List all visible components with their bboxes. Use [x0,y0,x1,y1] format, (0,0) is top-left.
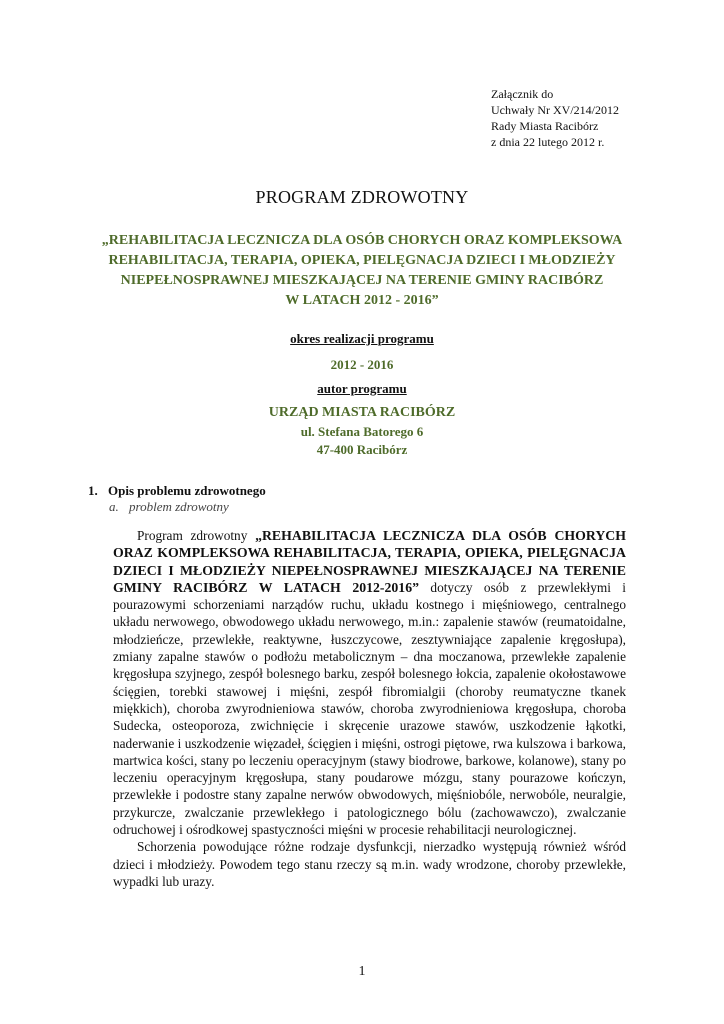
program-title-line-1: „REHABILITACJA LECZNICZA DLA OSÓB CHORYCH ORAZ KOMPLEKSOWA [101,233,623,248]
body-text [113,527,626,890]
paragraph-1 [113,527,626,838]
author-label: autor programu [317,381,407,396]
period-label: okres realizacji programu [290,331,434,346]
period-label-row [0,331,724,347]
program-title [60,231,664,311]
subsection-letter: a. [109,499,119,514]
section-number: 1. [88,483,98,498]
program-title-line-4: W LATACH 2012 - 2016” [285,293,439,308]
document-title: PROGRAM ZDROWOTNY [255,187,469,207]
author-name: URZĄD MIASTA RACIBÓRZ [268,405,456,420]
author-city: 47-400 Racibórz [316,442,408,457]
annex-line-3: Rady Miasta Racibórz [491,119,599,133]
annex-note [491,86,619,150]
page-number: 1 [358,964,366,979]
subsection-title: problem zdrowotny [129,499,229,514]
annex-line-1: Załącznik do [491,87,554,101]
paragraph-1-rest: dotyczy osób z przewlekłymi i pourazowymi schorzeniami narządów ruchu, układu kostnego i mięśniowego, centralnego układu nerwowego, obwodowego układu nerwowego, m.in.: zapalenie stawów (reumatoidalne, młodzieńcze, przewlekłe, reaktywne, łuszczycowe, zesztywniające zapalenie kręgosłupa), zmiany zapalne stawów o podłożu metabolicznym – dna moczanowa, przewlekłe zapalenie kręgosłupa szyjnego, zespół bolesnego barku, zespół bolesnego łokcia, zapalenie okołostawowe ścięgien, torebki stawowej i mięśni, zespół fibromialgii (choroby reumatyczne tkanek miękkich), choroba zwyrodnieniowa stawów, choroba zwyrodnieniowa kręgosłupa, choroba Sudecka, osteoporoza, zwichnięcie i skręcenie urazowe stawów, uszkodzenie łąkotki, naderwanie i uszkodzenie więzadeł, ścięgien i mięśni, ostrogi piętowe, rwa kulszowa i barkowa, martwica kości, stany po leczeniu operacyjnym (stawy biodrowe, barkowe, kolanowe), stany po leczeniu operacyjnym kręgosłupa, stany poudarowe mózgu, stany pourazowe kończyn, przewlekłe i podostre stany zapalne nerwów obwodowych, mięśniobóle, nerwobóle, neuralgie, przykurcze, zwalczanie przewlekłego i patologicznego bólu (zachowawczo), zwalczanie odruchowej i ośrodkowej spastyczności mięśni w procesie rehabilitacji neurologicznej. [113,579,626,838]
section-heading [88,483,266,499]
paragraph-2: Schorzenia powodujące różne rodzaje dysfunkcji, nierzadko występują również wśród dzieci i młodzieży. Powodem tego stanu rzeczy są m.in. wady wrodzone, choroby przewlekłe, wypadki lub urazy. [113,839,626,889]
section-title: Opis problemu zdrowotnego [108,483,266,498]
author-street: ul. Stefana Batorego 6 [300,424,424,439]
subsection-heading [109,499,229,515]
program-title-line-2: REHABILITACJA, TERAPIA, OPIEKA, PIELĘGNACJA DZIECI I MŁODZIEŻY [108,253,616,268]
paragraph-1-program-name: „REHABILITACJA LECZNICZA DLA OSÓB CHORYCH ORAZ KOMPLEKSOWA REHABILITACJA, TERAPIA, OPIEKA, PIELĘGNACJA DZIECI I MŁODZIEŻY NIEPEŁNOSPRAWNEJ MIESZKAJĄCEJ NA TERENIE GMINY RACIBÓRZ W LATACH 2012-2016” [113,528,627,595]
annex-line-2: Uchwały Nr XV/214/2012 [491,103,619,117]
paragraph-1-intro: Program zdrowotny [137,528,256,543]
period-value: 2012 - 2016 [330,357,394,372]
annex-line-4: z dnia 22 lutego 2012 r. [491,135,605,149]
author-label-row [0,381,724,397]
program-title-line-3: NIEPEŁNOSPRAWNEJ MIESZKAJĄCEJ NA TERENIE GMINY RACIBÓRZ [120,273,604,288]
